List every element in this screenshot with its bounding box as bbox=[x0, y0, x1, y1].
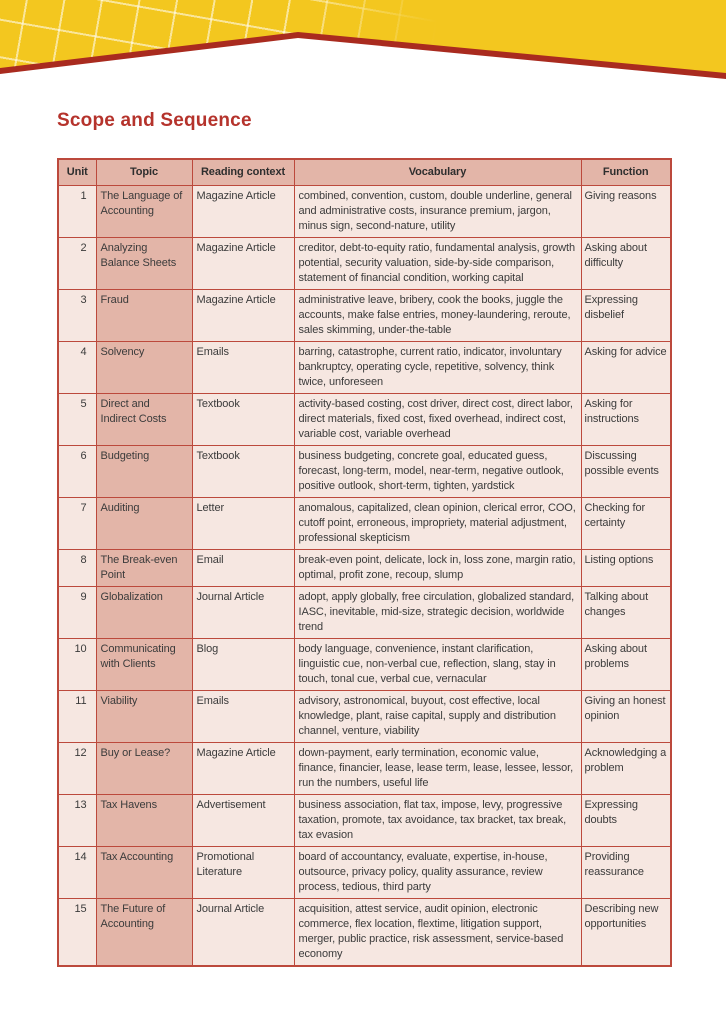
unit-cell: 8 bbox=[58, 550, 96, 587]
topic-cell: Solvency bbox=[96, 342, 192, 394]
column-header-function: Function bbox=[581, 159, 671, 186]
vocabulary-cell: break-even point, delicate, lock in, loss zone, margin ratio, optimal, profit zone, recoup, slump bbox=[294, 550, 581, 587]
unit-cell: 10 bbox=[58, 639, 96, 691]
topic-cell: Tax Accounting bbox=[96, 847, 192, 899]
table-row bbox=[58, 550, 671, 587]
reading-context-cell: Magazine Article bbox=[192, 186, 294, 238]
vocabulary-cell: activity-based costing, cost driver, direct cost, direct labor, direct materials, fixed cost, fixed overhead, indirect cost, variable cost, variable overhead bbox=[294, 394, 581, 446]
vocabulary-cell: administrative leave, bribery, cook the books, juggle the accounts, make false entries, money-laundering, reroute, sales skimming, under-the-table bbox=[294, 290, 581, 342]
table-row bbox=[58, 899, 671, 967]
function-cell: Talking about changes bbox=[581, 587, 671, 639]
function-cell: Giving an honest opinion bbox=[581, 691, 671, 743]
unit-cell: 13 bbox=[58, 795, 96, 847]
vocabulary-cell: board of accountancy, evaluate, expertise, in-house, outsource, privacy policy, quality assurance, review process, tedious, third party bbox=[294, 847, 581, 899]
table-row bbox=[58, 342, 671, 394]
table-header-row bbox=[58, 159, 671, 186]
reading-context-cell: Email bbox=[192, 550, 294, 587]
unit-cell: 12 bbox=[58, 743, 96, 795]
vocabulary-cell: acquisition, attest service, audit opinion, electronic commerce, flex location, flextime, litigation support, merger, public practice, risk assessment, service-based economy bbox=[294, 899, 581, 967]
vocabulary-cell: down-payment, early termination, economic value, finance, financier, lease, lease term, lease, lessee, lessor, run the numbers, useful life bbox=[294, 743, 581, 795]
table-row bbox=[58, 795, 671, 847]
vocabulary-cell: business budgeting, concrete goal, educated guess, forecast, long-term, model, near-term, negative outlook, positive outlook, short-term, tighten, yardstick bbox=[294, 446, 581, 498]
unit-cell: 9 bbox=[58, 587, 96, 639]
topic-cell: Direct and Indirect Costs bbox=[96, 394, 192, 446]
reading-context-cell: Letter bbox=[192, 498, 294, 550]
reading-context-cell: Journal Article bbox=[192, 899, 294, 967]
topic-cell: Globalization bbox=[96, 587, 192, 639]
reading-context-cell: Textbook bbox=[192, 446, 294, 498]
unit-cell: 7 bbox=[58, 498, 96, 550]
page-title: Scope and Sequence bbox=[57, 110, 252, 131]
unit-cell: 4 bbox=[58, 342, 96, 394]
topic-cell: Communicating with Clients bbox=[96, 639, 192, 691]
vocabulary-cell: adopt, apply globally, free circulation, globalized standard, IASC, inevitable, mid-size, strategic decision, worldwide trend bbox=[294, 587, 581, 639]
function-cell: Describing new opportunities bbox=[581, 899, 671, 967]
unit-cell: 6 bbox=[58, 446, 96, 498]
function-cell: Giving reasons bbox=[581, 186, 671, 238]
table-row bbox=[58, 446, 671, 498]
unit-cell: 11 bbox=[58, 691, 96, 743]
vocabulary-cell: anomalous, capitalized, clean opinion, clerical error, COO, cutoff point, erroneous, impropriety, material adjustment, professional skepticism bbox=[294, 498, 581, 550]
function-cell: Asking about difficulty bbox=[581, 238, 671, 290]
column-header-topic: Topic bbox=[96, 159, 192, 186]
unit-cell: 3 bbox=[58, 290, 96, 342]
table-row bbox=[58, 847, 671, 899]
unit-cell: 14 bbox=[58, 847, 96, 899]
reading-context-cell: Journal Article bbox=[192, 587, 294, 639]
topic-cell: Fraud bbox=[96, 290, 192, 342]
function-cell: Asking about problems bbox=[581, 639, 671, 691]
column-header-vocabulary: Vocabulary bbox=[294, 159, 581, 186]
column-header-unit: Unit bbox=[58, 159, 96, 186]
unit-cell: 5 bbox=[58, 394, 96, 446]
topic-cell: Auditing bbox=[96, 498, 192, 550]
reading-context-cell: Textbook bbox=[192, 394, 294, 446]
topic-cell: Analyzing Balance Sheets bbox=[96, 238, 192, 290]
reading-context-cell: Promotional Literature bbox=[192, 847, 294, 899]
table-row bbox=[58, 639, 671, 691]
function-cell: Listing options bbox=[581, 550, 671, 587]
table-row bbox=[58, 691, 671, 743]
function-cell: Acknowledging a problem bbox=[581, 743, 671, 795]
table-row bbox=[58, 186, 671, 238]
reading-context-cell: Blog bbox=[192, 639, 294, 691]
topic-cell: Tax Havens bbox=[96, 795, 192, 847]
topic-cell: Budgeting bbox=[96, 446, 192, 498]
scope-sequence-table bbox=[57, 158, 672, 967]
reading-context-cell: Magazine Article bbox=[192, 290, 294, 342]
table-row bbox=[58, 394, 671, 446]
unit-cell: 15 bbox=[58, 899, 96, 967]
function-cell: Checking for certainty bbox=[581, 498, 671, 550]
table-row bbox=[58, 498, 671, 550]
unit-cell: 1 bbox=[58, 186, 96, 238]
topic-cell: The Future of Accounting bbox=[96, 899, 192, 967]
vocabulary-cell: barring, catastrophe, current ratio, indicator, involuntary bankruptcy, operating cycle, repetitive, solvency, think twice, unforeseen bbox=[294, 342, 581, 394]
column-header-reading-context: Reading context bbox=[192, 159, 294, 186]
vocabulary-cell: combined, convention, custom, double underline, general and administrative costs, insurance premium, jargon, minus sign, second-nature, utility bbox=[294, 186, 581, 238]
topic-cell: Viability bbox=[96, 691, 192, 743]
function-cell: Expressing doubts bbox=[581, 795, 671, 847]
topic-cell: The Break-even Point bbox=[96, 550, 192, 587]
table-row bbox=[58, 290, 671, 342]
reading-context-cell: Magazine Article bbox=[192, 238, 294, 290]
table-row bbox=[58, 238, 671, 290]
function-cell: Expressing disbelief bbox=[581, 290, 671, 342]
reading-context-cell: Emails bbox=[192, 691, 294, 743]
vocabulary-cell: business association, flat tax, impose, levy, progressive taxation, promote, tax avoidance, tax bracket, tax break, tax evasion bbox=[294, 795, 581, 847]
topic-cell: Buy or Lease? bbox=[96, 743, 192, 795]
vocabulary-cell: body language, convenience, instant clarification, linguistic cue, non-verbal cue, reflection, slang, stay in touch, tonal cue, verbal cue, vernacular bbox=[294, 639, 581, 691]
function-cell: Asking for advice bbox=[581, 342, 671, 394]
reading-context-cell: Emails bbox=[192, 342, 294, 394]
function-cell: Asking for instructions bbox=[581, 394, 671, 446]
function-cell: Providing reassurance bbox=[581, 847, 671, 899]
topic-cell: The Language of Accounting bbox=[96, 186, 192, 238]
table-row bbox=[58, 743, 671, 795]
unit-cell: 2 bbox=[58, 238, 96, 290]
table-row bbox=[58, 587, 671, 639]
reading-context-cell: Advertisement bbox=[192, 795, 294, 847]
vocabulary-cell: advisory, astronomical, buyout, cost effective, local knowledge, plant, raise capital, supply and distribution channel, venture, viability bbox=[294, 691, 581, 743]
reading-context-cell: Magazine Article bbox=[192, 743, 294, 795]
function-cell: Discussing possible events bbox=[581, 446, 671, 498]
vocabulary-cell: creditor, debt-to-equity ratio, fundamental analysis, growth potential, security valuation, side-by-side comparison, statement of financial condition, working capital bbox=[294, 238, 581, 290]
